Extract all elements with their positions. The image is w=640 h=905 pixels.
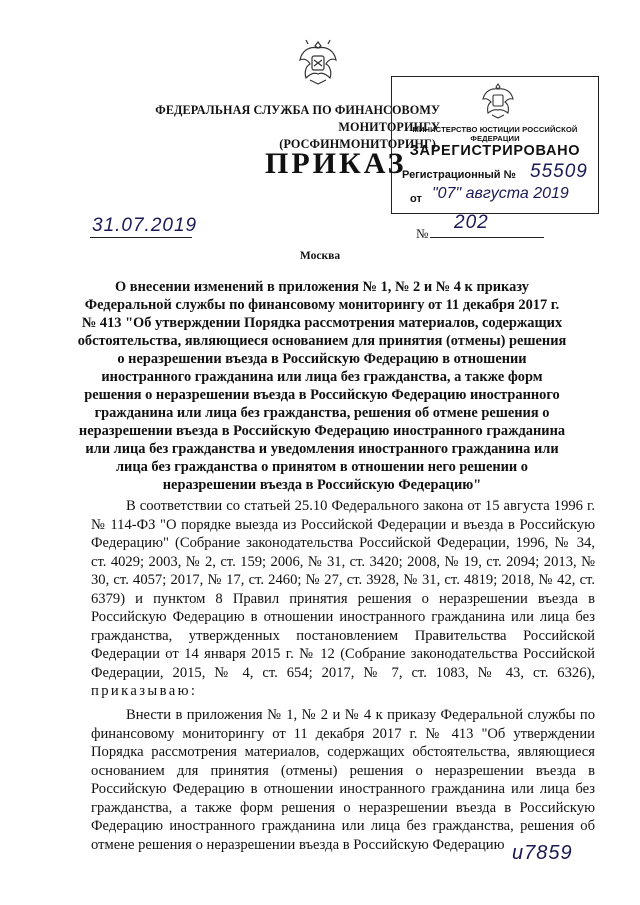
date-underline (90, 237, 192, 238)
order-number: 202 (454, 212, 489, 233)
paragraph-1 (91, 497, 595, 701)
order-title: О внесении изменений в приложения № 1, № 2 и № 4 к приказу Федеральной службы по финансовому мониторингу от 11 декабря 2017 г. № 413 "Об утверждении Порядка рассмотрения материалов, содержащих обстоятельства, являющиеся основанием для принятия (отмены) решения о неразрешении въезда в Российскую Федерацию в отношении иностранного гражданина или лица без гражданства, а также форм решения о неразрешении въезда в Российскую Федерацию иностранного гражданина или лица без гражданства, решения об отмене решения о неразрешении въезда в Российскую Федерацию иностранного гражданина или лица без гражданства и уведомления иностранного гражданина или лица без гражданства о принятом в отношении него решении о неразрешении въезда в Российскую Федерацию" (77, 279, 567, 493)
paragraph-1-text: В соответствии со статьей 25.10 Федерального закона от 15 августа 1996 г. № 114-ФЗ "О порядке выезда из Российской Федерации и въезда в Российскую Федерацию" (Собрание законодательства Российской Федерации, 1996, № 34, ст. 4029; 2003, № 2, ст. 159; 2006, № 31, ст. 3420; 2008, № 19, ст. 2094; 2013, № 30, ст. 4057; 2017, № 17, ст. 2460; № 27, ст. 3928, № 31, ст. 4819; 2018, № 42, ст. 6379) и пунктом 8 Правил принятия решения о неразрешении въезда в Российскую Федерацию в отношении иностранного гражданина или лица без гражданства, утвержденных постановлением Правительства Российской Федерации от 14 января 2015 г. № 12 (Собрание законодательства Российской Федерации, 2015, № 4, ст. 654; 2017, № 7, ст. 1083, № 43, ст. 6326), (91, 498, 595, 681)
stamp-ministry: МИНИСТЕРСТВО ЮСТИЦИИ РОССИЙСКОЙ ФЕДЕРАЦИИ (412, 125, 578, 143)
stamp-reg-label: Регистрационный № (402, 169, 516, 181)
coat-of-arms-icon (296, 36, 340, 88)
order-date: 31.07.2019 (92, 215, 198, 236)
document-type: ПРИКАЗ (265, 147, 407, 180)
stamp-title: ЗАРЕГИСТРИРОВАНО (409, 143, 581, 159)
handwritten-mark: и7859 (512, 842, 573, 864)
city: Москва (299, 250, 341, 262)
stamp-coat-of-arms-icon (480, 81, 516, 119)
order-number-label: № (416, 226, 429, 241)
stamp-date-label: от (410, 193, 422, 205)
number-underline (430, 237, 544, 238)
registration-stamp (391, 76, 599, 214)
agency-name-line1: ФЕДЕРАЛЬНАЯ СЛУЖБА ПО ФИНАНСОВОМУ МОНИТОРИНГУ (155, 103, 440, 134)
agency-name-line2: (РОСФИНМОНИТОРИНГ) (279, 137, 436, 151)
stamp-date-value: "07" августа 2019 (432, 185, 569, 202)
paragraph-2: Внести в приложения № 1, № 2 и № 4 к приказу Федеральной службы по финансовому мониторингу от 11 декабря 2017 г. № 413 "Об утверждении Порядка рассмотрения материалов, содержащих обстоятельства, являющиеся основанием для принятия (отмены) решения о неразрешении въезда в Российскую Федерацию в отношении иностранного гражданина или лица без гражданства, а также форм решения о неразрешении въезда в Российскую Федерацию иностранного гражданина или лица без гражданства, решения об отмене решения о неразрешении въезда в Российскую Федерацию (91, 707, 595, 853)
command-word: приказываю: (91, 683, 198, 699)
stamp-reg-number: 55509 (530, 161, 588, 182)
agency-name (80, 102, 440, 153)
